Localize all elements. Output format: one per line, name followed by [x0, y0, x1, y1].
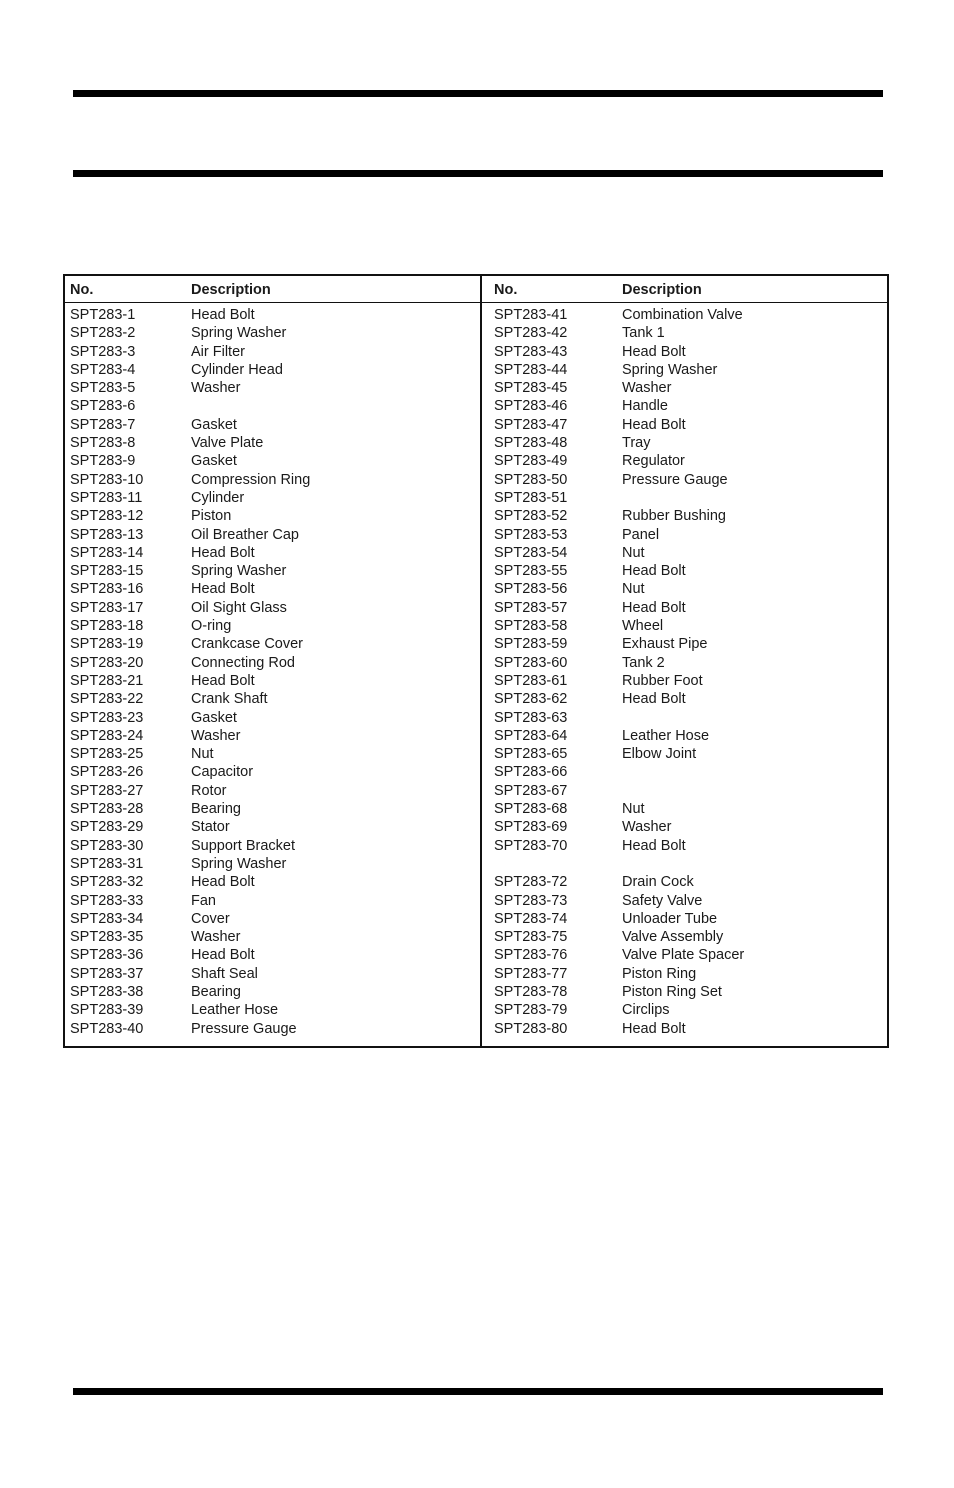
- part-description: Head Bolt: [622, 416, 686, 433]
- part-number: SPT283-24: [70, 727, 144, 744]
- part-description: Nut: [622, 581, 645, 598]
- part-description: Nut: [622, 544, 645, 561]
- part-number: SPT283-75: [494, 929, 568, 946]
- part-number: SPT283-53: [494, 526, 568, 543]
- part-number: SPT283-36: [70, 947, 144, 964]
- part-description: Fan: [191, 892, 216, 909]
- part-number: SPT283-65: [494, 746, 568, 763]
- part-description: Crankcase Cover: [191, 636, 304, 653]
- header-left-no: No.: [70, 282, 94, 298]
- part-description: Washer: [191, 727, 241, 744]
- bottom-rule: [73, 1388, 883, 1395]
- part-number: SPT283-78: [494, 983, 568, 1000]
- part-description: Spring Washer: [191, 563, 287, 580]
- part-number: SPT283-43: [494, 343, 568, 360]
- part-number: SPT283-16: [70, 581, 144, 598]
- part-number: SPT283-9: [70, 453, 136, 470]
- header-right-description: Description: [622, 282, 702, 298]
- part-number: SPT283-23: [70, 709, 144, 726]
- part-number: SPT283-47: [494, 416, 568, 433]
- part-number: SPT283-7: [70, 416, 136, 433]
- part-number: SPT283-39: [70, 1002, 144, 1019]
- part-number: SPT283-52: [494, 508, 568, 525]
- column-divider: [480, 276, 482, 1046]
- part-number: SPT283-38: [70, 983, 144, 1000]
- part-description: Head Bolt: [191, 307, 255, 323]
- part-number: SPT283-14: [70, 544, 144, 561]
- part-description: Drain Cock: [622, 874, 694, 891]
- part-number: SPT283-48: [494, 435, 568, 452]
- part-description: Head Bolt: [622, 691, 686, 708]
- part-number: SPT283-13: [70, 526, 144, 543]
- part-number: SPT283-63: [494, 709, 568, 726]
- part-number: SPT283-10: [70, 471, 144, 488]
- part-number: SPT283-25: [70, 746, 144, 763]
- top-rule-1: [73, 90, 883, 97]
- part-description: Panel: [622, 526, 660, 543]
- part-description: Cover: [191, 910, 230, 927]
- part-number: SPT283-74: [494, 910, 568, 927]
- part-description: Crank Shaft: [191, 691, 268, 708]
- part-number: SPT283-44: [494, 361, 568, 378]
- part-description: Gasket: [191, 709, 237, 726]
- part-number: SPT283-51: [494, 489, 568, 506]
- part-number: SPT283-15: [70, 563, 144, 580]
- part-description: Rubber Bushing: [622, 508, 726, 525]
- part-description: Pressure Gauge: [622, 471, 728, 488]
- part-description: Elbow Joint: [622, 746, 697, 763]
- part-description: Tray: [622, 435, 651, 452]
- part-number: SPT283-73: [494, 892, 568, 909]
- part-description: Head Bolt: [191, 672, 255, 689]
- part-number: SPT283-66: [494, 764, 568, 781]
- part-description: Handle: [622, 398, 668, 415]
- part-number: SPT283-79: [494, 1002, 568, 1019]
- part-description: Piston Ring: [622, 965, 697, 982]
- part-number: SPT283-57: [494, 599, 568, 616]
- part-description: Stator: [191, 819, 230, 836]
- part-number: SPT283-49: [494, 453, 568, 470]
- part-description: Spring Washer: [191, 325, 287, 342]
- part-description: Capacitor: [191, 764, 254, 781]
- part-description: Head Bolt: [622, 343, 686, 360]
- part-number: SPT283-42: [494, 325, 568, 342]
- part-description: Head Bolt: [191, 544, 255, 561]
- part-description: Head Bolt: [622, 1020, 686, 1037]
- part-number: SPT283-62: [494, 691, 568, 708]
- part-description: Unloader Tube: [622, 910, 718, 927]
- part-number: SPT283-68: [494, 801, 568, 818]
- header-left-description: Description: [191, 282, 271, 298]
- part-description: Oil Breather Cap: [191, 526, 299, 543]
- part-number: SPT283-76: [494, 947, 568, 964]
- part-description: Oil Sight Glass: [191, 599, 287, 616]
- part-number: SPT283-11: [70, 489, 143, 506]
- part-description: Cylinder: [191, 489, 245, 506]
- part-number: SPT283-26: [70, 764, 144, 781]
- part-description: Connecting Rod: [191, 654, 295, 671]
- header-right-no: No.: [494, 282, 518, 298]
- part-description: Piston Ring Set: [622, 983, 722, 1000]
- part-number: SPT283-6: [70, 398, 136, 415]
- part-description: Spring Washer: [191, 855, 287, 872]
- part-number: SPT283-69: [494, 819, 568, 836]
- part-number: SPT283-33: [70, 892, 144, 909]
- part-description: Head Bolt: [191, 947, 255, 964]
- part-description: Cylinder Head: [191, 361, 283, 378]
- part-number: SPT283-1: [70, 307, 136, 323]
- part-description: Washer: [622, 380, 672, 397]
- part-description: Head Bolt: [622, 563, 686, 580]
- part-description: Spring Washer: [622, 361, 718, 378]
- part-number: SPT283-27: [70, 782, 144, 799]
- part-number: SPT283-17: [70, 599, 144, 616]
- part-description: Head Bolt: [622, 837, 686, 854]
- part-number: SPT283-50: [494, 471, 568, 488]
- part-description: Head Bolt: [622, 599, 686, 616]
- part-number: SPT283-4: [70, 361, 136, 378]
- part-description: Wheel: [622, 618, 664, 635]
- part-number: SPT283-21: [70, 672, 144, 689]
- part-number: SPT283-80: [494, 1020, 568, 1037]
- part-number: SPT283-32: [70, 874, 144, 891]
- part-description: Tank 2: [622, 654, 665, 671]
- part-number: SPT283-46: [494, 398, 568, 415]
- part-description: Head Bolt: [191, 874, 255, 891]
- part-description: Leather Hose: [622, 727, 710, 744]
- part-description: Valve Assembly: [622, 929, 724, 946]
- part-description: Valve Plate: [191, 435, 264, 452]
- part-number: SPT283-41: [494, 307, 568, 323]
- part-description: Regulator: [622, 453, 685, 470]
- part-number: SPT283-12: [70, 508, 144, 525]
- part-description: Washer: [622, 819, 672, 836]
- part-number: SPT283-59: [494, 636, 568, 653]
- part-number: SPT283-5: [70, 380, 136, 397]
- part-description: Rotor: [191, 782, 227, 799]
- part-number: SPT283-60: [494, 654, 568, 671]
- part-number: SPT283-19: [70, 636, 144, 653]
- part-description: Nut: [191, 746, 214, 763]
- part-number: SPT283-35: [70, 929, 144, 946]
- part-description: Shaft Seal: [191, 965, 258, 982]
- part-description: Leather Hose: [191, 1002, 279, 1019]
- part-description: Support Bracket: [191, 837, 295, 854]
- part-description: Head Bolt: [191, 581, 255, 598]
- part-number: SPT283-30: [70, 837, 144, 854]
- part-description: Exhaust Pipe: [622, 636, 708, 653]
- part-description: Valve Plate Spacer: [622, 947, 745, 964]
- part-description: Circlips: [622, 1002, 670, 1019]
- part-description: Safety Valve: [622, 892, 703, 909]
- part-number: SPT283-58: [494, 618, 568, 635]
- part-number: SPT283-72: [494, 874, 568, 891]
- part-description: Combination Valve: [622, 307, 743, 323]
- part-description: Bearing: [191, 801, 241, 818]
- part-number: SPT283-77: [494, 965, 568, 982]
- top-rule-2: [73, 170, 883, 177]
- part-description: Gasket: [191, 453, 237, 470]
- part-description: Air Filter: [191, 343, 245, 360]
- part-number: SPT283-34: [70, 910, 144, 927]
- table-header-row: [65, 276, 887, 303]
- parts-list-table: [63, 274, 889, 1048]
- part-number: SPT283-18: [70, 618, 144, 635]
- part-number: SPT283-45: [494, 380, 568, 397]
- part-number: SPT283-28: [70, 801, 144, 818]
- part-description: Rubber Foot: [622, 672, 703, 689]
- part-number: SPT283-40: [70, 1020, 144, 1037]
- part-description: Washer: [191, 380, 241, 397]
- part-description: Piston: [191, 508, 232, 525]
- part-number: SPT283-22: [70, 691, 144, 708]
- part-number: SPT283-3: [70, 343, 136, 360]
- part-number: SPT283-70: [494, 837, 568, 854]
- part-number: SPT283-31: [70, 855, 144, 872]
- part-number: SPT283-54: [494, 544, 568, 561]
- part-number: SPT283-56: [494, 581, 568, 598]
- part-number: SPT283-61: [494, 672, 568, 689]
- part-description: Gasket: [191, 416, 237, 433]
- part-number: SPT283-67: [494, 782, 568, 799]
- part-description: Washer: [191, 929, 241, 946]
- part-number: SPT283-2: [70, 325, 136, 342]
- part-number: SPT283-8: [70, 435, 136, 452]
- part-number: SPT283-64: [494, 727, 568, 744]
- part-description: Tank 1: [622, 325, 665, 342]
- part-description: Bearing: [191, 983, 241, 1000]
- part-description: O-ring: [191, 618, 232, 635]
- part-description: Compression Ring: [191, 471, 311, 488]
- part-number: SPT283-37: [70, 965, 144, 982]
- part-number: SPT283-29: [70, 819, 144, 836]
- part-number: SPT283-55: [494, 563, 568, 580]
- part-description: Nut: [622, 801, 645, 818]
- part-description: Pressure Gauge: [191, 1020, 297, 1037]
- part-number: SPT283-20: [70, 654, 144, 671]
